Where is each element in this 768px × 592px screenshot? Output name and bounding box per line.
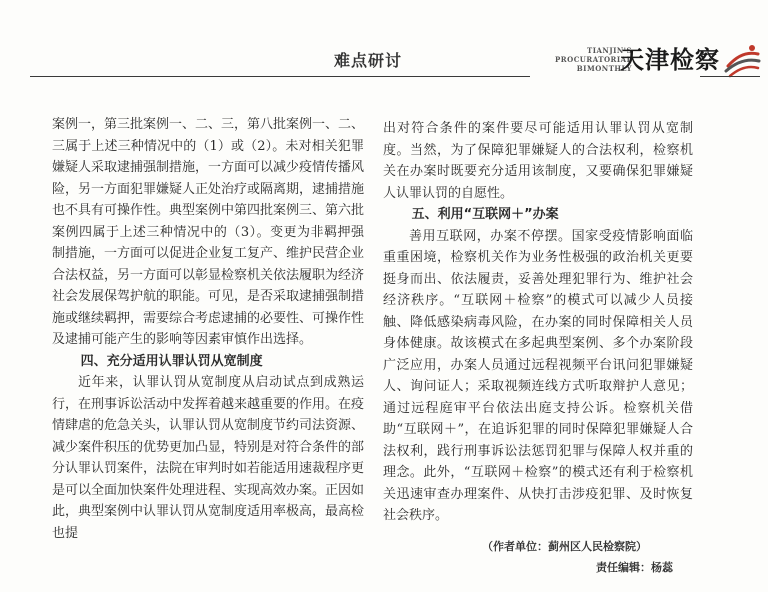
section-heading-4: 四、充分适用认罪认罚从宽制度 [80, 353, 263, 369]
header-rule-right [700, 76, 760, 77]
page-header [0, 0, 768, 100]
journal-english-line-2: PROCURATORIAL [555, 55, 632, 64]
header-rule-left [30, 76, 530, 77]
journal-english-line-3: BIMONTHLY [576, 64, 632, 73]
left-paragraph-2: 近年来，认罪认罚从宽制度从启动试点到成熟运行，在刑事诉讼活动中发挥着越来越重要的作用。在疫情肆虐的危急关头，认罪认罚从宽制度节约司法资源、减少案件积压的优势更加凸显，特别是对符合条件的部分认罪认罚案件，法院在审判时如若能适用速裁程序更是可以全面加快案件处理进程、实现高效办案。正因如此，典型案例中认罪认罚从宽制度适用率极高，最高检也提 [52, 375, 365, 541]
right-column [383, 118, 693, 527]
responsible-editor: 责任编辑：杨蕊 [596, 561, 673, 574]
journal-logo-text: 天津检察 [620, 45, 720, 74]
left-column [52, 114, 364, 544]
section-heading-5: 五、利用“互联网＋”办案 [411, 207, 559, 222]
left-paragraph-1: 案例一，第三批案例一、二、三，第八批案例一、二、三属于上述三种情况中的（1）或（2）。未对相关犯罪嫌疑人采取逮捕强制措施，一方面可以减少疫情传播风险，另一方面犯罪嫌疑人正处治疗或隔离期，逮捕措施也不具有可操作性。典型案例中第四批案例三、第六批案例四属于上述三种情况中的（3）。变更为非羁押强制措施，一方面可以促进企业复工复产、维护民营企业合法权益，另一方面可以彰显检察机关依法履职为经济社会发展保驾护航的职能。可见，是否采取逮捕强制措施或继续羁押，需要综合考虑逮捕的必要性、可操作性及逮捕可能产生的影响等因素审慎作出选择。 [52, 117, 365, 347]
journal-english-line-1: TIANJIN'S [587, 46, 632, 55]
right-paragraph-1: 出对符合条件的案件要尽可能适用认罪认罚从宽制度。当然，为了保障犯罪嫌疑人的合法权利，检察机关在办案时既要充分适用该制度，又要确保犯罪嫌疑人认罪认罚的自愿性。 [383, 121, 693, 201]
journal-english-title [532, 46, 632, 73]
section-title: 难点研讨 [334, 51, 403, 70]
right-paragraph-2: 善用互联网，办案不停摆。国家受疫情影响面临重重困境，检察机关作为业务性极强的政治机关更要挺身而出、依法履责，妥善处理犯罪行为、维护社会经济秩序。“互联网＋检察”的模式可以减少人员接触、降低感染病毒风险，在办案的同时保障相关人员身体健康。故该模式在多起典型案例、多个办案阶段广泛应用，办案人员通过远程视频平台讯问犯罪嫌疑人、询问证人；采取视频连线方式听取辩护人意见；通过远程庭审平台依法出庭支持公诉。检察机关借助“互联网＋”，在追诉犯罪的同时保障犯罪嫌疑人合法权利，践行刑事诉讼法惩罚犯罪与保障人权并重的理念。此外，“互联网＋检察”的模式还有利于检察机关迅速审查办理案件、从快打击涉疫犯罪、及时恢复社会秩序。 [383, 228, 693, 523]
journal-emblem-icon [722, 40, 762, 80]
author-unit: （作者单位：蓟州区人民检察院） [482, 540, 647, 553]
